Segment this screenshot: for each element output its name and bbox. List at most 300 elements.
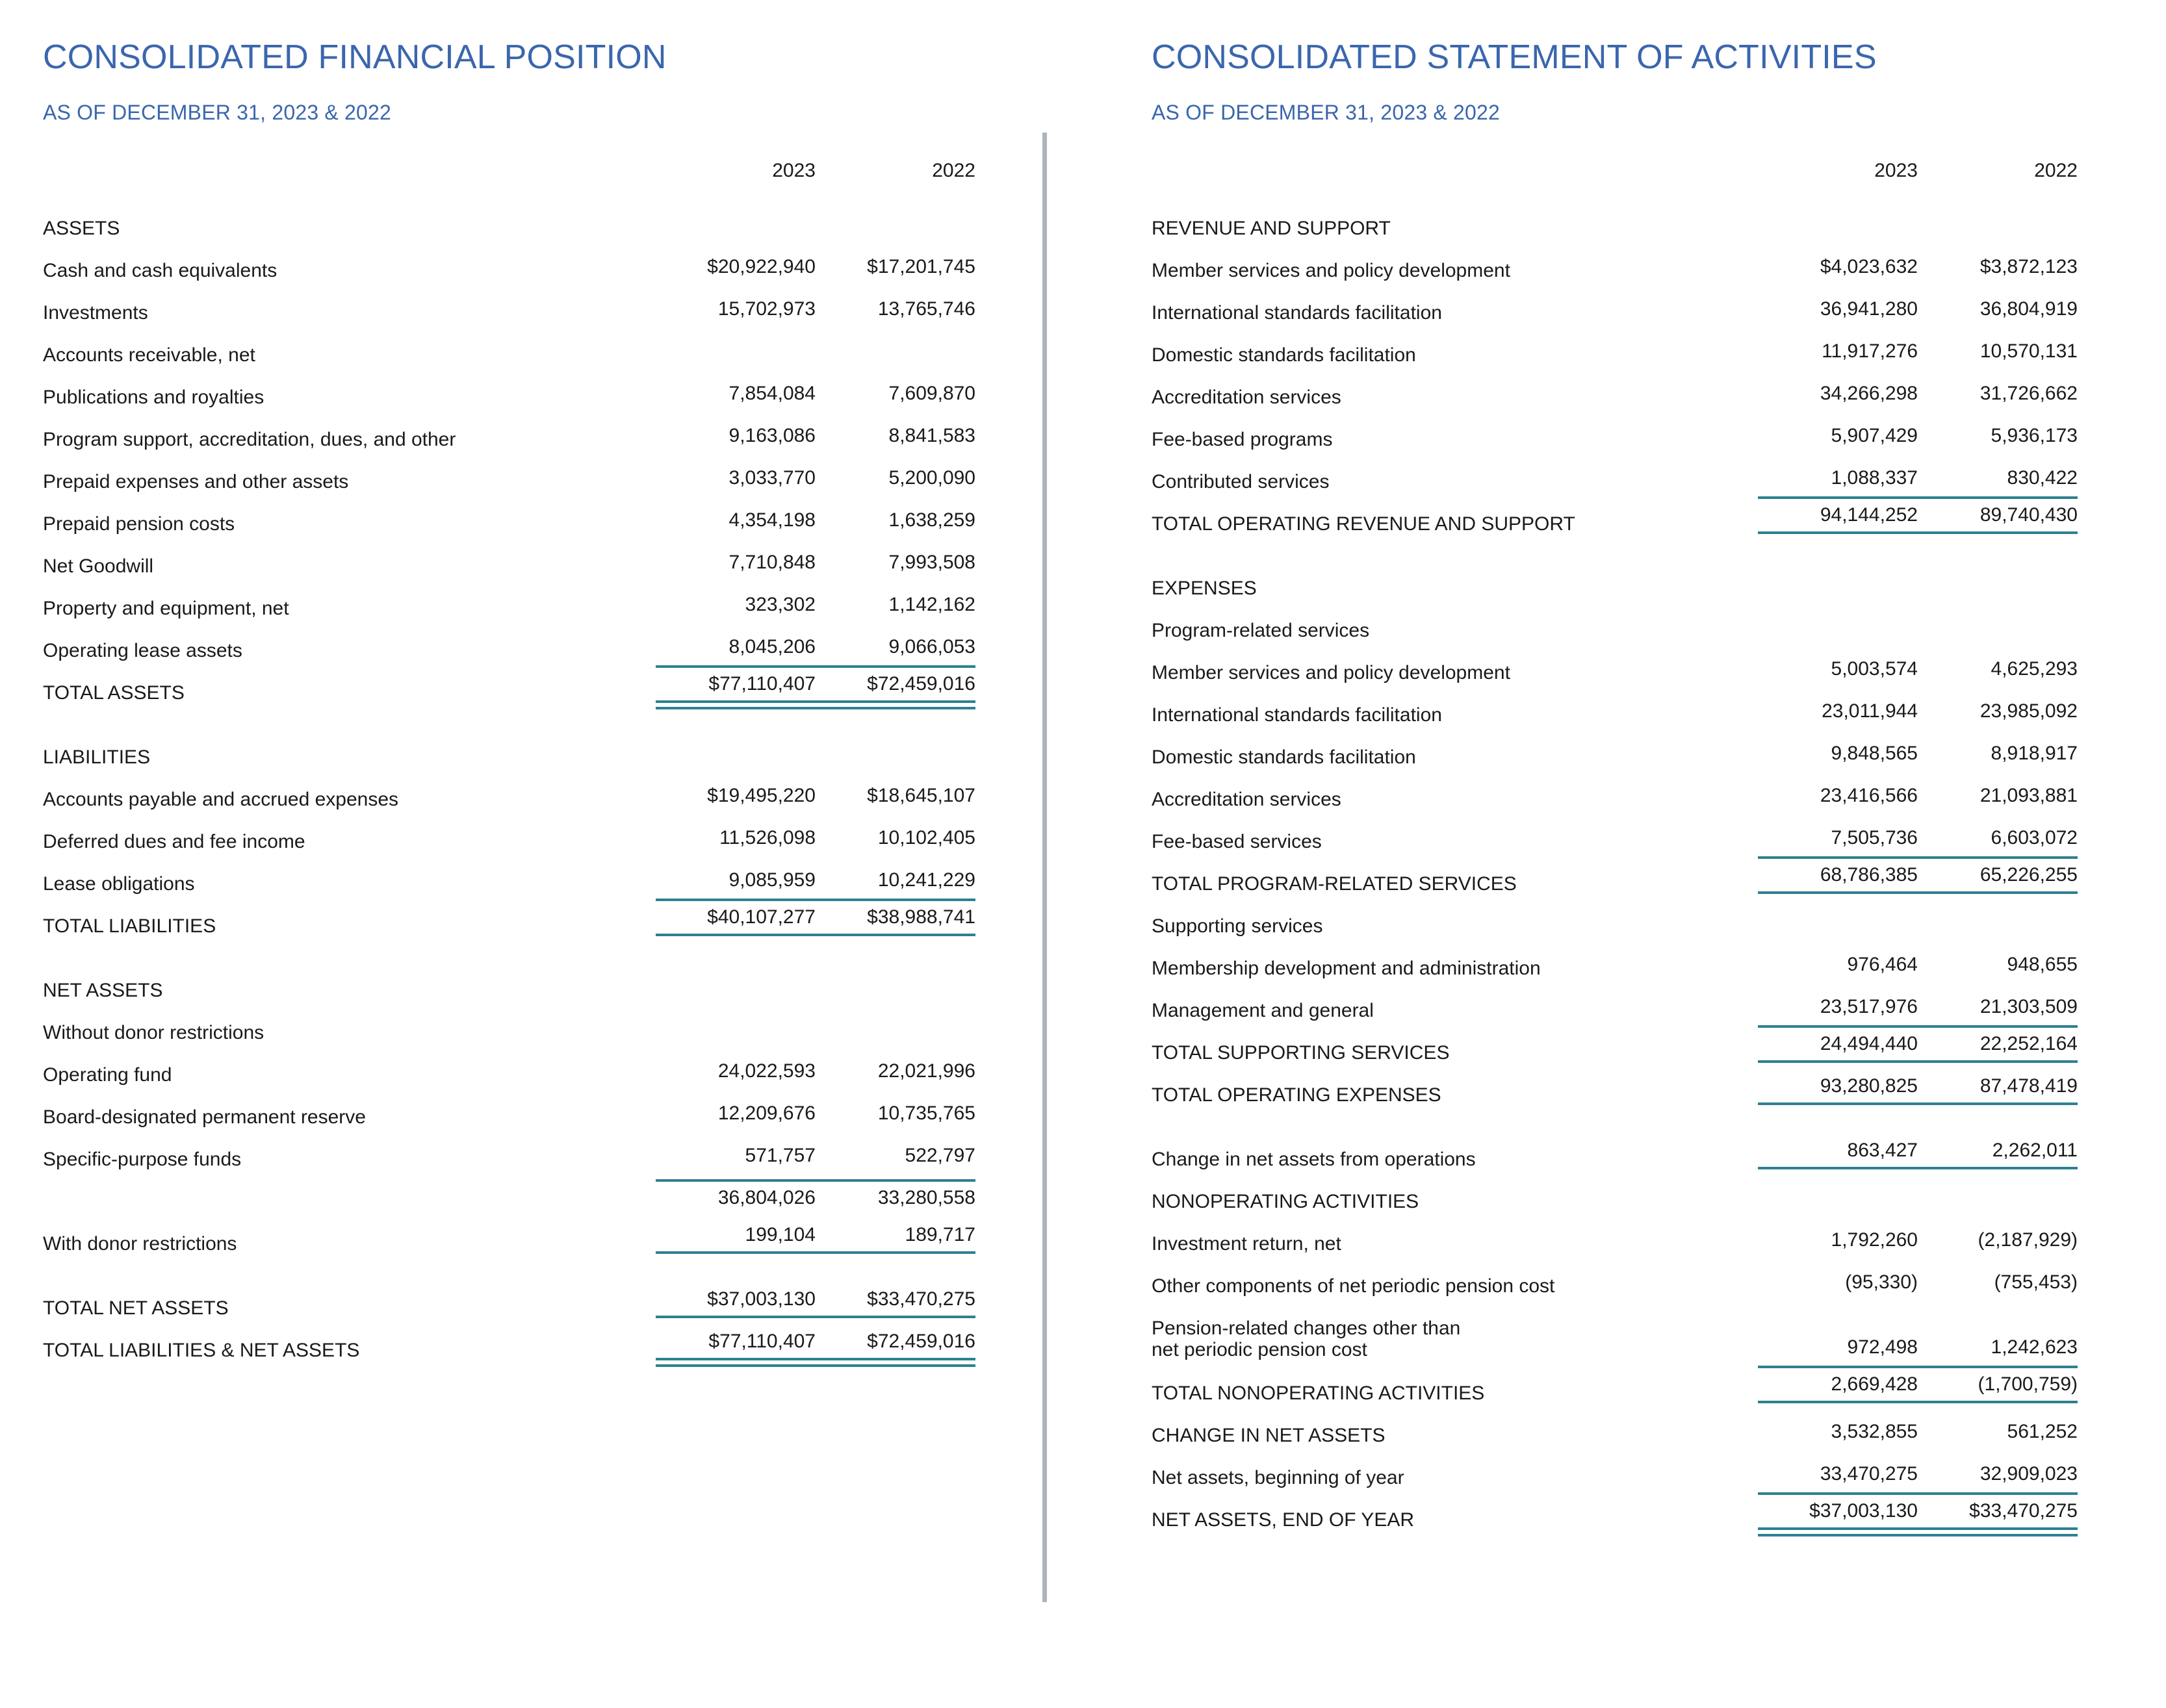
value-text: 33,470,275 — [1820, 1463, 1918, 1485]
table-row — [43, 767, 975, 809]
row-value-2023 — [656, 407, 816, 450]
row-label: With donor restrictions — [43, 1233, 237, 1255]
row-label: Management and general — [1152, 1000, 1374, 1021]
row-value-2023 — [1758, 556, 1918, 598]
value-text: (755,453) — [1994, 1271, 2078, 1293]
row-value-2023 — [1758, 365, 1918, 407]
row-value-2023 — [1758, 1361, 1918, 1403]
row-value-2022 — [816, 767, 975, 809]
row-value-2022 — [816, 196, 975, 238]
spacer-row — [43, 185, 975, 196]
row-value-2022 — [1918, 196, 2078, 238]
table-row — [1152, 1021, 2078, 1063]
row-label: Net Goodwill — [43, 555, 154, 577]
row-value-2022 — [816, 407, 975, 450]
row-value-2022 — [1918, 556, 2078, 598]
row-label: Cash and cash equivalents — [43, 260, 277, 281]
spacer-row — [1152, 185, 2078, 196]
row-label: Accreditation services — [1152, 789, 1341, 810]
row-label: Accounts payable and accrued expenses — [43, 789, 399, 810]
row-label: Prepaid expenses and other assets — [43, 471, 349, 492]
table-row — [1152, 365, 2078, 407]
row-label: Member services and policy development — [1152, 260, 1510, 281]
table-row — [1152, 1127, 2078, 1169]
row-value-2023 — [1758, 323, 1918, 365]
row-value-2023 — [656, 323, 816, 365]
value-text: $33,470,275 — [1918, 1492, 2078, 1530]
row-value-2023 — [656, 725, 816, 767]
row-label — [43, 1169, 656, 1212]
financial-position-table — [43, 147, 975, 1360]
value-text: 976,464 — [1847, 954, 1918, 975]
row-value-2023 — [1758, 852, 1918, 894]
table-row — [1152, 196, 2078, 238]
value-text: 8,918,917 — [1991, 743, 2078, 764]
page-title-right: CONSOLIDATED STATEMENT OF ACTIVITIES — [1152, 38, 1877, 76]
table-row — [43, 894, 975, 936]
row-value-2022 — [816, 492, 975, 534]
value-text: 8,841,583 — [888, 425, 975, 446]
table-row — [43, 1001, 975, 1043]
row-label: TOTAL NONOPERATING ACTIVITIES — [1152, 1383, 1485, 1404]
row-label: CHANGE IN NET ASSETS — [1152, 1425, 1386, 1446]
row-value-2022 — [816, 1212, 975, 1254]
row-label: Pension-related changes other than net periodic pension cost — [1152, 1317, 1461, 1361]
row-value-2023 — [1758, 450, 1918, 492]
row-label: TOTAL OPERATING REVENUE AND SUPPORT — [1152, 513, 1575, 535]
row-label: NET ASSETS — [43, 980, 163, 1001]
table-row — [43, 492, 975, 534]
row-value-2023 — [656, 238, 816, 281]
value-text: 33,280,558 — [816, 1179, 975, 1212]
row-value-2022 — [1918, 407, 2078, 450]
value-text: 23,416,566 — [1820, 785, 1918, 806]
value-text: 21,093,881 — [1979, 785, 2078, 806]
value-text: 7,505,736 — [1831, 827, 1918, 848]
value-text: 189,717 — [816, 1225, 975, 1254]
row-label: TOTAL LIABILITIES & NET ASSETS — [43, 1340, 360, 1361]
value-text: 4,354,198 — [728, 509, 816, 531]
column-divider — [1042, 133, 1047, 1602]
value-text: $37,003,130 — [656, 1290, 816, 1318]
table-row — [43, 1212, 975, 1254]
row-value-2022 — [816, 534, 975, 576]
value-text: 7,854,084 — [728, 383, 816, 404]
table-row — [1152, 1254, 2078, 1296]
row-value-2022 — [1918, 281, 2078, 323]
row-value-2022 — [816, 1001, 975, 1043]
row-value-2022 — [816, 852, 975, 894]
table-row — [1152, 407, 2078, 450]
row-label: Membership development and administration — [1152, 958, 1541, 979]
row-label: Publications and royalties — [43, 387, 264, 408]
value-text: 1,242,623 — [1991, 1336, 2078, 1358]
row-label: REVENUE AND SUPPORT — [1152, 218, 1391, 239]
table-row — [43, 450, 975, 492]
row-value-2022 — [1918, 978, 2078, 1021]
row-value-2023 — [1758, 1296, 1918, 1361]
row-value-2023 — [656, 196, 816, 238]
row-label: Supporting services — [1152, 915, 1323, 937]
row-value-2023 — [1758, 641, 1918, 683]
table-row — [1152, 641, 2078, 683]
value-text: 87,478,419 — [1918, 1077, 2078, 1105]
value-text: 3,532,855 — [1831, 1421, 1918, 1442]
statement-of-activities-table-body — [1152, 147, 2078, 1530]
row-value-2022 — [1918, 1021, 2078, 1063]
row-value-2022 — [816, 1085, 975, 1127]
value-text: 94,144,252 — [1758, 496, 1918, 534]
value-text: 23,011,944 — [1822, 700, 1918, 722]
row-value-2022 — [1918, 1403, 2078, 1446]
value-text: 11,526,098 — [719, 827, 816, 848]
table-row — [43, 323, 975, 365]
table-row — [1152, 767, 2078, 809]
table-row — [1152, 556, 2078, 598]
value-text: 1,088,337 — [1831, 467, 1918, 489]
row-value-2023 — [1758, 1403, 1918, 1446]
row-value-2023 — [1758, 1127, 1918, 1169]
row-value-2023 — [656, 894, 816, 936]
row-value-2023 — [1758, 936, 1918, 978]
row-label: TOTAL NET ASSETS — [43, 1297, 229, 1319]
row-label: NET ASSETS, END OF YEAR — [1152, 1509, 1415, 1531]
spacer-cell — [1152, 185, 2078, 196]
table-row — [1152, 281, 2078, 323]
value-text: 10,102,405 — [877, 827, 975, 848]
spacer-cell — [43, 185, 975, 196]
column-header-year-2023 — [1758, 147, 1918, 185]
row-value-2023 — [656, 1001, 816, 1043]
table-header-row — [1152, 147, 2078, 185]
value-text: $18,645,107 — [867, 785, 975, 806]
column-header-year-2022 — [1918, 147, 2078, 185]
row-value-2023 — [1758, 1488, 1918, 1530]
row-label: LIABILITIES — [43, 746, 151, 768]
row-value-2022 — [1918, 936, 2078, 978]
column-header-label: 2023 — [1874, 160, 1918, 181]
value-text: 199,104 — [656, 1225, 816, 1254]
table-row — [43, 852, 975, 894]
row-label: TOTAL ASSETS — [43, 682, 185, 704]
table-row — [1152, 1361, 2078, 1403]
value-text: $77,110,407 — [656, 1332, 816, 1360]
value-text: 23,517,976 — [1820, 996, 1918, 1017]
table-row — [1152, 450, 2078, 492]
table-row — [43, 958, 975, 1001]
value-text: 21,303,509 — [1979, 996, 2078, 1017]
table-row — [1152, 936, 2078, 978]
table-header-row — [43, 147, 975, 185]
value-text: 13,765,746 — [877, 298, 975, 320]
value-text: 522,797 — [905, 1145, 975, 1166]
value-text: 12,209,676 — [717, 1103, 816, 1124]
spacer-row — [1152, 1105, 2078, 1127]
row-label: Domestic standards facilitation — [1152, 746, 1416, 768]
row-label: Investments — [43, 302, 148, 324]
table-row — [1152, 492, 2078, 534]
row-value-2023 — [1758, 281, 1918, 323]
row-value-2022 — [1918, 725, 2078, 767]
spacer-row — [1152, 534, 2078, 556]
row-value-2022 — [1918, 1446, 2078, 1488]
row-value-2022 — [1918, 1254, 2078, 1296]
row-value-2022 — [816, 323, 975, 365]
row-value-2023 — [656, 1127, 816, 1169]
row-label: Investment return, net — [1152, 1233, 1341, 1255]
value-text: 5,936,173 — [1991, 425, 2078, 446]
table-row — [43, 576, 975, 618]
value-text: 10,241,229 — [877, 869, 975, 891]
row-value-2022 — [816, 958, 975, 1001]
value-text: $19,495,220 — [707, 785, 816, 806]
row-value-2023 — [1758, 809, 1918, 852]
value-text: 9,085,959 — [728, 869, 816, 891]
row-value-2022 — [1918, 238, 2078, 281]
value-text: 10,570,131 — [1979, 340, 2078, 362]
row-value-2023 — [1758, 196, 1918, 238]
row-value-2023 — [1758, 767, 1918, 809]
value-text: 948,655 — [2007, 954, 2078, 975]
table-row — [43, 661, 975, 703]
row-value-2022 — [816, 1318, 975, 1360]
row-value-2023 — [656, 365, 816, 407]
table-row — [43, 1318, 975, 1360]
row-label: International standards facilitation — [1152, 704, 1442, 726]
value-text: 34,266,298 — [1820, 383, 1918, 404]
table-row — [43, 1085, 975, 1127]
value-text: 22,021,996 — [877, 1060, 975, 1082]
value-text: 93,280,825 — [1758, 1077, 1918, 1105]
spacer-cell — [1152, 1105, 2078, 1127]
row-value-2022 — [1918, 450, 2078, 492]
row-label: Deferred dues and fee income — [43, 831, 305, 852]
table-row — [43, 809, 975, 852]
table-row — [43, 1043, 975, 1085]
table-row — [1152, 852, 2078, 894]
row-value-2022 — [1918, 852, 2078, 894]
row-value-2023 — [1758, 978, 1918, 1021]
row-label: TOTAL SUPPORTING SERVICES — [1152, 1042, 1450, 1064]
row-value-2023 — [656, 1169, 816, 1212]
spacer-cell — [43, 1254, 975, 1276]
value-text: 24,494,440 — [1758, 1025, 1918, 1063]
row-label: Member services and policy development — [1152, 662, 1510, 683]
row-label: TOTAL OPERATING EXPENSES — [1152, 1084, 1441, 1106]
value-text: $77,110,407 — [656, 665, 816, 703]
table-row — [43, 238, 975, 281]
row-value-2023 — [656, 809, 816, 852]
value-text: 89,740,430 — [1918, 496, 2078, 534]
table-row — [43, 534, 975, 576]
value-text: 32,909,023 — [1979, 1463, 2078, 1485]
table-row — [43, 196, 975, 238]
value-text: 36,804,919 — [1979, 298, 2078, 320]
table-row — [1152, 725, 2078, 767]
row-label: Contributed services — [1152, 471, 1330, 492]
row-value-2022 — [816, 1043, 975, 1085]
row-value-2023 — [1758, 1169, 1918, 1212]
table-row — [1152, 323, 2078, 365]
row-value-2022 — [816, 281, 975, 323]
row-value-2023 — [1758, 725, 1918, 767]
table-row — [1152, 1403, 2078, 1446]
row-value-2022 — [816, 238, 975, 281]
table-row — [1152, 1446, 2078, 1488]
value-text: 24,022,593 — [717, 1060, 816, 1082]
row-value-2023 — [656, 1085, 816, 1127]
row-value-2023 — [656, 618, 816, 661]
row-value-2023 — [656, 852, 816, 894]
row-label: Property and equipment, net — [43, 598, 289, 619]
statement-of-activities-table — [1152, 147, 2078, 1530]
spacer-row — [43, 936, 975, 958]
row-value-2022 — [816, 894, 975, 936]
table-row — [1152, 238, 2078, 281]
value-text: 31,726,662 — [1979, 383, 2078, 404]
page-title-left: CONSOLIDATED FINANCIAL POSITION — [43, 38, 667, 76]
value-text: $17,201,745 — [867, 256, 975, 277]
value-text: (1,700,759) — [1918, 1366, 2078, 1403]
row-value-2023 — [656, 576, 816, 618]
row-label: TOTAL LIABILITIES — [43, 915, 216, 937]
value-text: 15,702,973 — [717, 298, 816, 320]
row-label: International standards facilitation — [1152, 302, 1442, 324]
value-text: $38,988,741 — [816, 899, 975, 936]
value-text: 6,603,072 — [1991, 827, 2078, 848]
row-value-2022 — [816, 809, 975, 852]
table-row — [1152, 1296, 2078, 1361]
row-value-2023 — [1758, 598, 1918, 641]
row-label: Domestic standards facilitation — [1152, 344, 1416, 366]
value-text: 1,638,259 — [888, 509, 975, 531]
row-value-2023 — [1758, 1446, 1918, 1488]
value-text: 7,993,508 — [888, 552, 975, 573]
row-value-2022 — [1918, 641, 2078, 683]
value-text: 1,792,260 — [1831, 1229, 1918, 1251]
value-text: 23,985,092 — [1979, 700, 2078, 722]
spacer-row — [43, 1254, 975, 1276]
value-text: 5,907,429 — [1831, 425, 1918, 446]
row-value-2023 — [656, 767, 816, 809]
spacer-cell — [1152, 534, 2078, 556]
value-text: $4,023,632 — [1820, 256, 1918, 277]
row-value-2023 — [656, 534, 816, 576]
row-label: Other components of net periodic pension cost — [1152, 1275, 1555, 1297]
row-label: Lease obligations — [43, 873, 195, 895]
value-text: 5,003,574 — [1831, 658, 1918, 680]
row-value-2023 — [656, 1043, 816, 1085]
page-subtitle-left: AS OF DECEMBER 31, 2023 & 2022 — [43, 101, 392, 124]
row-value-2022 — [1918, 683, 2078, 725]
header-spacer-cell — [1152, 147, 1758, 185]
value-text: $72,459,016 — [816, 665, 975, 703]
value-text: 22,252,164 — [1918, 1025, 2078, 1063]
row-value-2022 — [1918, 323, 2078, 365]
row-label: NONOPERATING ACTIVITIES — [1152, 1191, 1419, 1212]
table-row — [43, 618, 975, 661]
row-label: ASSETS — [43, 218, 120, 239]
value-text: 68,786,385 — [1758, 856, 1918, 894]
value-text: 36,941,280 — [1820, 298, 1918, 320]
table-row — [1152, 1169, 2078, 1212]
row-value-2022 — [816, 576, 975, 618]
row-value-2022 — [816, 725, 975, 767]
row-value-2023 — [1758, 492, 1918, 534]
row-label: Program support, accreditation, dues, and other — [43, 429, 456, 450]
row-value-2023 — [656, 958, 816, 1001]
row-value-2022 — [1918, 767, 2078, 809]
value-text: 2,669,428 — [1758, 1366, 1918, 1403]
row-label: Prepaid pension costs — [43, 513, 235, 535]
value-text: 2,262,011 — [1918, 1141, 2078, 1169]
value-text: 972,498 — [1847, 1336, 1918, 1358]
table-row — [1152, 894, 2078, 936]
row-value-2022 — [1918, 492, 2078, 534]
table-row — [1152, 1063, 2078, 1105]
row-value-2022 — [1918, 1296, 2078, 1361]
row-value-2023 — [1758, 238, 1918, 281]
value-text: $37,003,130 — [1758, 1492, 1918, 1530]
row-label: Operating fund — [43, 1064, 172, 1086]
row-value-2022 — [816, 1276, 975, 1318]
table-row — [43, 1169, 975, 1212]
value-text: 4,625,293 — [1991, 658, 2078, 680]
row-value-2023 — [656, 281, 816, 323]
row-value-2023 — [1758, 407, 1918, 450]
row-value-2022 — [1918, 1063, 2078, 1105]
header-spacer-cell — [43, 147, 656, 185]
row-label: Fee-based programs — [1152, 429, 1333, 450]
row-label: Operating lease assets — [43, 640, 242, 661]
row-value-2023 — [1758, 894, 1918, 936]
financial-position-table-body — [43, 147, 975, 1360]
row-value-2022 — [816, 450, 975, 492]
row-label: Board-designated permanent reserve — [43, 1106, 366, 1128]
row-value-2022 — [816, 618, 975, 661]
table-row — [1152, 1488, 2078, 1530]
row-value-2023 — [656, 450, 816, 492]
row-value-2023 — [656, 1318, 816, 1360]
value-text: 561,252 — [2007, 1421, 2078, 1442]
row-label: Accounts receivable, net — [43, 344, 255, 366]
row-value-2022 — [1918, 365, 2078, 407]
row-value-2023 — [1758, 1212, 1918, 1254]
table-row — [43, 281, 975, 323]
row-value-2022 — [816, 661, 975, 703]
value-text: 3,033,770 — [728, 467, 816, 489]
row-value-2022 — [1918, 1361, 2078, 1403]
table-row — [1152, 598, 2078, 641]
row-value-2023 — [656, 661, 816, 703]
table-row — [43, 1276, 975, 1318]
row-value-2022 — [1918, 894, 2078, 936]
column-header-label: 2022 — [2034, 160, 2078, 181]
value-text: 1,142,162 — [888, 594, 975, 615]
table-row — [1152, 978, 2078, 1021]
table-row — [43, 365, 975, 407]
value-text: 863,427 — [1758, 1141, 1918, 1169]
value-text: 36,804,026 — [656, 1179, 816, 1212]
row-label: Net assets, beginning of year — [1152, 1467, 1404, 1488]
row-label: Without donor restrictions — [43, 1022, 264, 1043]
value-text: $40,107,277 — [656, 899, 816, 936]
table-row — [43, 407, 975, 450]
table-row — [43, 725, 975, 767]
row-value-2023 — [656, 1212, 816, 1254]
row-value-2023 — [1758, 1021, 1918, 1063]
column-header-label: 2022 — [932, 160, 975, 181]
